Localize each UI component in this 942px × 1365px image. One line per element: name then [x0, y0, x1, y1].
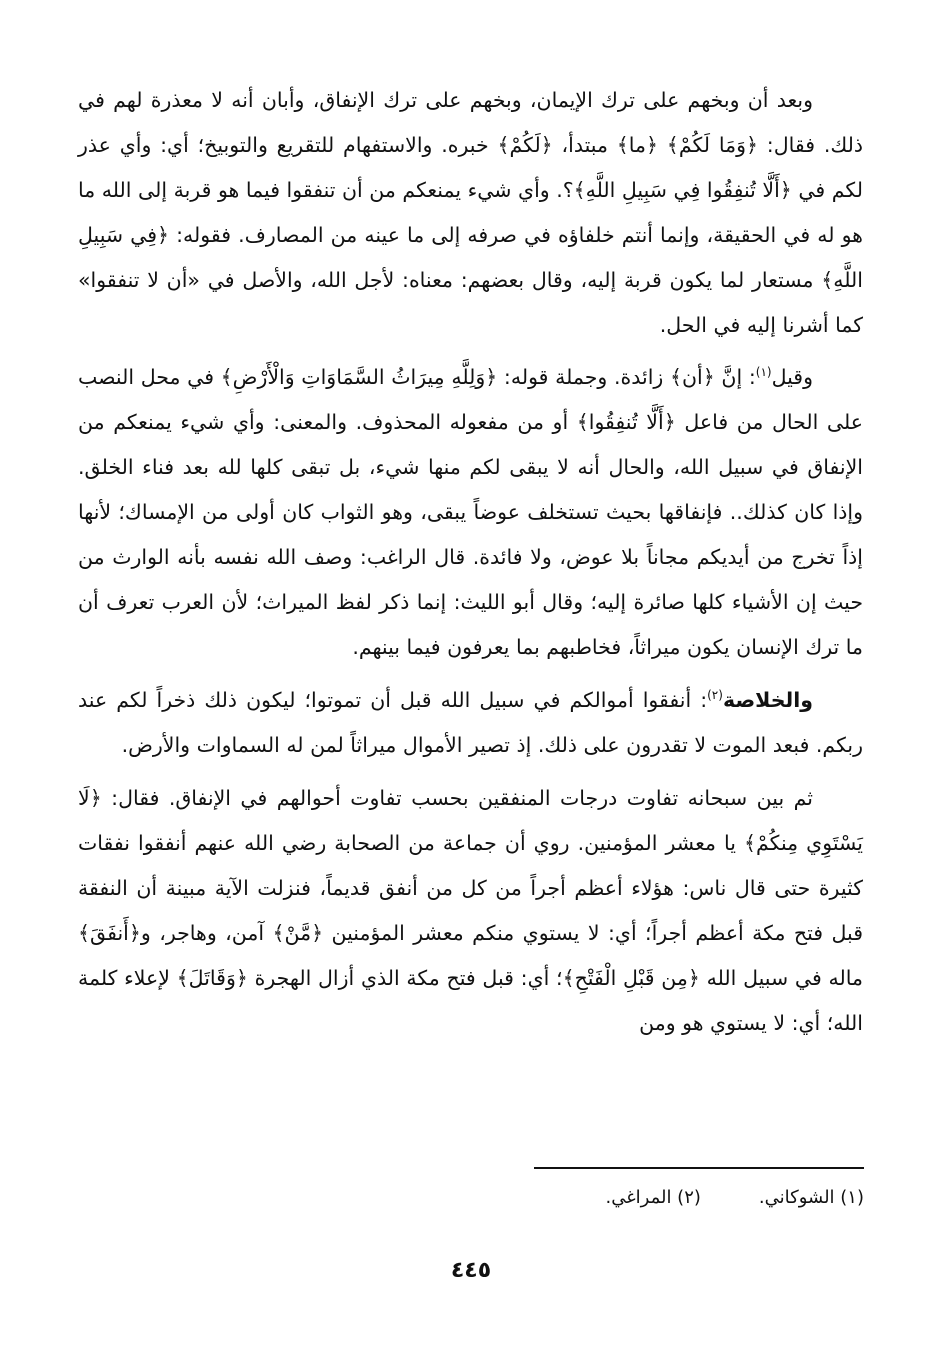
paragraph-4: ثم بين سبحانه تفاوت درجات المنفقين بحسب تفاوت أحوالهم في الإنفاق. فقال: ﴿لَا يَسْتَوِي مِنكُمْ﴾ يا معشر المؤمنين. روي أن جماعة من الصحابة رضي الله عنهم أنفقوا نفقات كثيرة حتى قال ناس: هؤلاء أعظم أجراً من كل من أنفق قديماً، فنزلت الآية مبينة أن النفقة قبل فتح مكة أعظم أجراً؛ أي: لا يستوي منكم معشر المؤمنين ﴿مَّنْ﴾ آمن، وهاجر، و﴿أَنفَقَ﴾ ماله في سبيل الله ﴿مِن قَبْلِ الْفَتْحِ﴾؛ أي: قبل فتح مكة الذي أزال الهجرة ﴿وَقَاتَلَ﴾ لإعلاء كلمة الله؛ أي: لا يستوي هو ومن — [78, 786, 863, 1035]
paragraph-2-lead: وقيل — [771, 365, 813, 389]
footnote-1: (١) الشوكاني. — [758, 1187, 864, 1208]
page-body — [78, 78, 863, 1046]
footnote-divider — [534, 1167, 864, 1169]
footnote-ref-1: (١) — [755, 365, 772, 380]
footnote-ref-2: (٢) — [707, 688, 723, 703]
paragraph-3 — [78, 678, 863, 768]
footnote-2: (٢) المراغي. — [605, 1187, 701, 1208]
paragraph-3-lead: والخلاصة — [722, 688, 813, 712]
page-number: ٤٤٥ — [450, 1258, 492, 1283]
paragraph-2-text: : إنَّ ﴿أن﴾ زائدة. وجملة قوله: ﴿وَلِلَّهِ مِيرَاثُ السَّمَاوَاتِ وَالْأَرْضِ﴾ في محل النصب على الحال من فاعل ﴿أَلَّا تُنفِقُوا﴾ أو من مفعوله المحذوف. والمعنى: وأي شيء يمنعكم من الإنفاق في سبيل الله، والحال أنه لا يبقى لكم منها شيء، بل تبقى كلها لله بعد فناء الخلق. وإذا كان كذلك.. فإنفاقها بحيث تستخلف عوضاً يبقى، وهو الثواب كان أولى من الإمساك؛ لأنها إذاً تخرج من أيديكم مجاناً بلا عوض، ولا فائدة. قال الراغب: وصف الله نفسه بأنه الوارث من حيث إن الأشياء كلها صائرة إليه؛ وقال أبو الليث: إنما ذكر لفظ الميراث؛ لأن العرب تعرف أن ما ترك الإنسان يكون ميراثاً، فخاطبهم بما يعرفون فيما بينهم. — [78, 365, 863, 659]
paragraph-1: وبعد أن وبخهم على ترك الإيمان، وبخهم على ترك الإنفاق، وأبان أنه لا معذرة لهم في ذلك. فقال: ﴿وَمَا لَكُمْ﴾ ﴿ما﴾ مبتدأ، ﴿لَكُمْ﴾ خبره. والاستفهام للتقريع والتوبيخ؛ أي: وأي عذر لكم في ﴿أَلَّا تُنفِقُوا فِي سَبِيلِ اللَّهِ﴾؟. وأي شيء يمنعكم من أن تنفقوا فيما هو قربة إلى الله ما هو له في الحقيقة، وإنما أنتم خلفاؤه في صرفه إلى ما عينه من المصارف. فقوله: ﴿فِي سَبِيلِ اللَّهِ﴾ مستعار لما يكون قربة إليه، وقال بعضهم: معناه: لأجل الله، والأصل في «أن لا تنفقوا» كما أشرنا إليه في الحل. — [78, 88, 863, 337]
paragraph-2 — [78, 355, 863, 670]
footnotes — [79, 1183, 864, 1213]
paragraph-3-text: : أنفقوا أموالكم في سبيل الله قبل أن تموتوا؛ ليكون ذلك ذخراً لكم عند ربكم. فبعد الموت لا تقدرون على ذلك. إذ تصير الأموال ميراثاً لمن له السماوات والأرض. — [78, 688, 863, 757]
